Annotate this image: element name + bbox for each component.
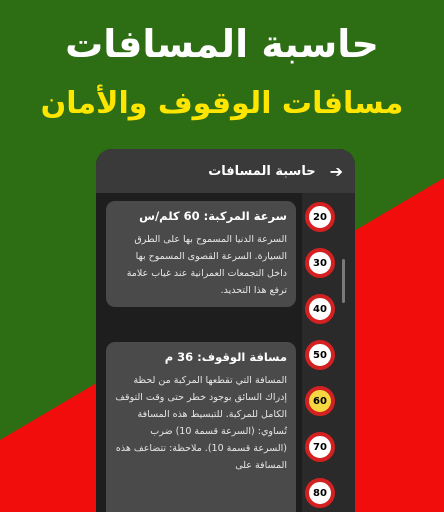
stopping-card-title: مسافة الوقوف: 36 م (164, 350, 287, 364)
promo-title: حاسبة المسافات (65, 22, 379, 66)
stopping-distance-card (106, 342, 296, 512)
speed-sign-30[interactable]: 30 (305, 248, 335, 278)
speed-card-title: سرعة المركبة: 60 كلم/س (139, 209, 287, 223)
speed-sign-60[interactable]: 60 (305, 386, 335, 416)
speed-sign-70[interactable]: 70 (305, 432, 335, 462)
speed-sign-40[interactable]: 40 (305, 294, 335, 324)
stopping-card-body: المسافة التي تقطعها المركبة من لحظة إدراك السائق بوجود خطر حتى وقت التوقف الكامل للمركبة. للتبسيط هذه المسافة تُساوي: (السرعة قسمة 10) ضرب (السرعة قسمة 10). ملاحظة: تتضاعف هذه المسافة على (115, 375, 287, 471)
speed-sign-50[interactable]: 50 (305, 340, 335, 370)
app-bar-title: حاسبة المسافات (208, 163, 316, 179)
app-bar (96, 149, 355, 193)
phone-mockup (96, 149, 355, 512)
promo-subtitle: مسافات الوقوف والأمان (40, 86, 404, 121)
speed-sign-80[interactable]: 80 (305, 478, 335, 508)
speed-sign-20[interactable]: 20 (305, 202, 335, 232)
scrollbar[interactable] (342, 259, 345, 303)
speed-card-body: السرعة الدنيا المسموح بها على الطرق السيارة. السرعة القصوى المسموح بها داخل التجمعات العمرانية عند غياب علامة ترفع هذا التحديد. (126, 234, 287, 296)
arrow-right-icon[interactable]: ➔ (329, 161, 343, 181)
speed-info-card (106, 201, 296, 307)
